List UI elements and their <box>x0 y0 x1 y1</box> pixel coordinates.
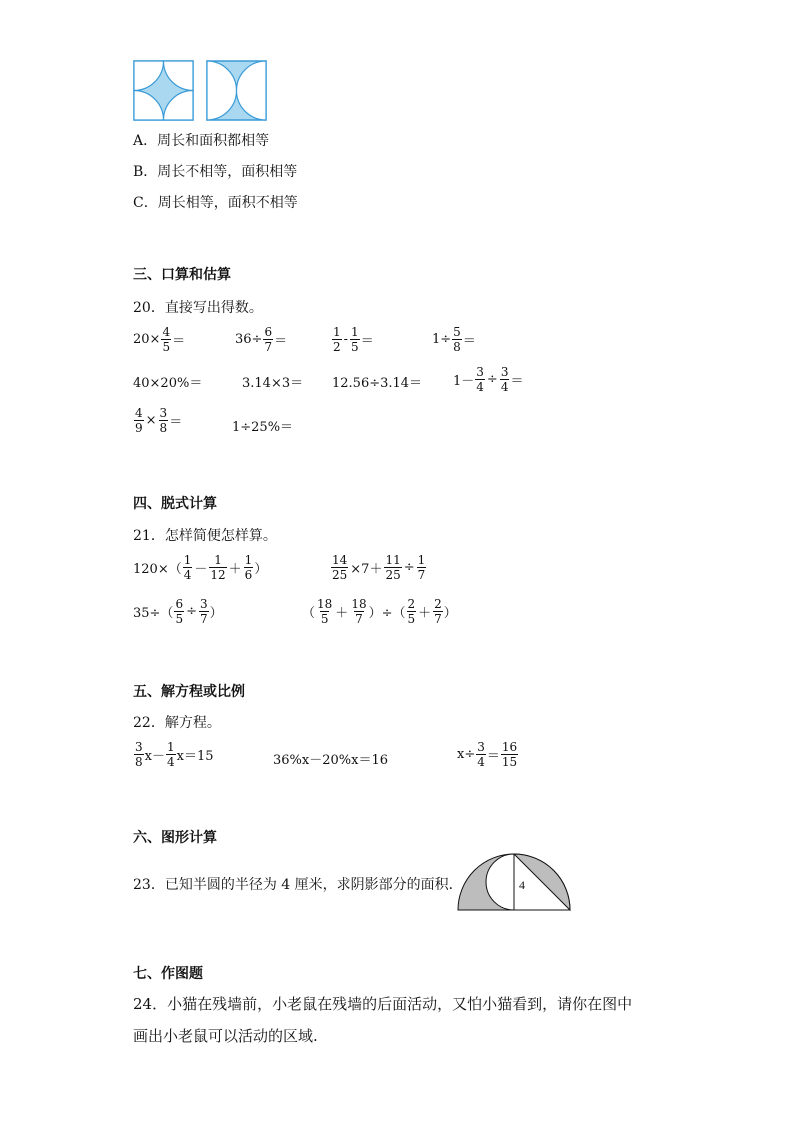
q21-expr-3: 35÷（ $\frac{6}{5}$ ÷ $\frac{3}{7}$ ） <box>133 597 223 626</box>
figure-star-square <box>134 61 193 120</box>
q22-eq-1: $\frac{3}{8}$ x－ $\frac{1}{4}$ x＝15 <box>135 740 214 769</box>
section-7-title: 七、作图题 <box>133 966 203 982</box>
q24-line-2: 画出小老鼠可以活动的区域. <box>133 1027 318 1045</box>
q23-text: 23．已知半圆的半径为 4 厘米，求阴影部分的面积． <box>133 877 463 893</box>
q20-r1-d: 1÷ $\frac{5}{8}$ ＝ <box>432 325 476 354</box>
q20-r2-a: 40×20%＝ <box>133 376 203 391</box>
q21-expr-2: $\frac{14}{25}$ ×7＋ $\frac{11}{25}$ ÷ $\frac{1}{7}$ <box>332 553 426 582</box>
option-c: C．周长相等，面积不相等 <box>133 195 298 211</box>
q21-expr-4: （ $\frac{18}{5}$ ＋ $\frac{18}{7}$ ）÷（ $\frac{2}{5}$ ＋ $\frac{2}{7}$ ） <box>302 597 457 626</box>
section-4-title: 四、脱式计算 <box>133 496 217 512</box>
q21-expr-1: 120×（ $\frac{1}{4}$ － $\frac{1}{12}$ ＋ $\frac{1}{6}$ ） <box>133 553 268 582</box>
q20-r2-d: 1－ $\frac{3}{4}$ ÷ $\frac{3}{4}$ ＝ <box>453 365 524 394</box>
q22-eq-3: x÷ $\frac{3}{4}$ ＝ $\frac{16}{15}$ <box>457 740 518 769</box>
semicircle-figure <box>456 852 572 914</box>
q20-r1-a: 20× $\frac{4}{5}$ ＝ <box>133 325 186 354</box>
q20-r1-b: 36÷ $\frac{6}{7}$ ＝ <box>235 325 288 354</box>
section-5-title: 五、解方程或比例 <box>133 684 245 700</box>
q20-r1-c: $\frac{1}{2}$ - $\frac{1}{5}$ ＝ <box>333 325 374 354</box>
q19-figures <box>133 60 273 122</box>
option-b: B．周长不相等，面积相等 <box>133 164 298 180</box>
section-6-title: 六、图形计算 <box>133 830 217 846</box>
q20-r3-b: 1÷25%＝ <box>232 420 294 435</box>
q22-label: 22．解方程。 <box>133 715 221 731</box>
q24-line-1: 24．小猫在残墙前，小老鼠在残墙的后面活动，又怕小猫看到，请你在图中 <box>133 995 633 1013</box>
figure-double-arc-square <box>207 61 266 120</box>
option-a: A．周长和面积都相等 <box>133 133 270 149</box>
section-3-title: 三、口算和估算 <box>133 267 231 283</box>
q22-eq-2: 36%x－20%x＝16 <box>273 753 388 768</box>
q20-label: 20．直接写出得数。 <box>133 300 263 316</box>
figure-radius-label: 4 <box>519 878 525 892</box>
q20-r2-c: 12.56÷3.14＝ <box>332 376 423 391</box>
q21-label: 21．怎样简便怎样算。 <box>133 528 277 544</box>
q20-r2-b: 3.14×3＝ <box>242 376 304 391</box>
q20-r3-a: $\frac{4}{9}$ × $\frac{3}{8}$ ＝ <box>135 406 183 435</box>
